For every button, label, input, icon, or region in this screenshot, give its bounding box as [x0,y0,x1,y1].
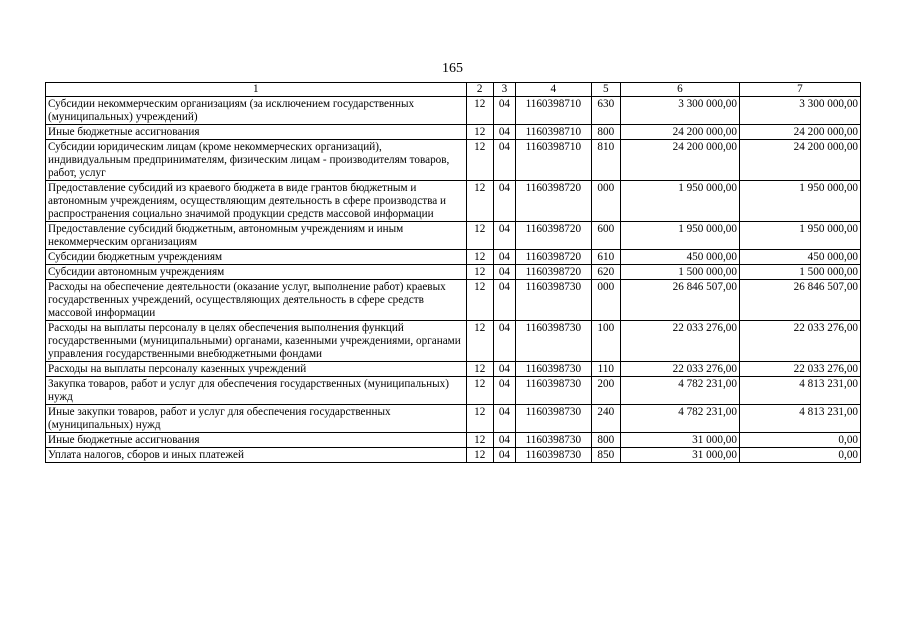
row-target-code: 1160398710 [516,140,592,181]
column-header-6: 6 [620,83,739,97]
row-name: Уплата налогов, сборов и иных платежей [46,448,467,463]
row-section: 12 [466,433,493,448]
column-header-4: 4 [516,83,592,97]
row-name: Субсидии автономным учреждениям [46,265,467,280]
row-name: Субсидии некоммерческим организациям (за исключением государственных (муниципальных) учреждений) [46,97,467,125]
row-amount-col6: 4 782 231,00 [620,377,739,405]
row-subsection: 04 [493,222,515,250]
row-amount-col7: 1 950 000,00 [739,181,860,222]
row-amount-col6: 450 000,00 [620,250,739,265]
row-section: 12 [466,265,493,280]
column-header-7: 7 [739,83,860,97]
row-amount-col6: 22 033 276,00 [620,362,739,377]
table-row [46,280,861,321]
row-target-code: 1160398710 [516,97,592,125]
row-amount-col6: 26 846 507,00 [620,280,739,321]
row-subsection: 04 [493,97,515,125]
row-name: Предоставление субсидий бюджетным, автономным учреждениям и иным некоммерческим организациям [46,222,467,250]
table-row [46,250,861,265]
row-name: Расходы на выплаты персоналу в целях обеспечения выполнения функций государственными (муниципальными) органами, казенными учреждениями, органами управления государственными внебюджетными фондами [46,321,467,362]
row-subsection: 04 [493,250,515,265]
row-subsection: 04 [493,433,515,448]
row-amount-col6: 3 300 000,00 [620,97,739,125]
row-target-code: 1160398730 [516,280,592,321]
budget-table [45,82,861,463]
row-target-code: 1160398720 [516,265,592,280]
table-row [46,140,861,181]
row-subsection: 04 [493,321,515,362]
column-header-2: 2 [466,83,493,97]
row-section: 12 [466,405,493,433]
page-number: 165 [442,61,463,76]
row-section: 12 [466,280,493,321]
row-section: 12 [466,362,493,377]
row-name: Субсидии юридическим лицам (кроме некоммерческих организаций), индивидуальным предпринимателям, физическим лицам - производителям товаров, работ, услуг [46,140,467,181]
row-expense-type: 600 [591,222,620,250]
table-row [46,265,861,280]
row-amount-col6: 24 200 000,00 [620,140,739,181]
row-section: 12 [466,125,493,140]
row-subsection: 04 [493,362,515,377]
row-amount-col7: 0,00 [739,448,860,463]
table-row [46,405,861,433]
row-target-code: 1160398730 [516,433,592,448]
row-name: Предоставление субсидий из краевого бюджета в виде грантов бюджетным и автономным учреждениям, осуществляющим деятельность в сфере производства и распространения социально значимой продукции средств массовой информации [46,181,467,222]
row-amount-col7: 3 300 000,00 [739,97,860,125]
row-amount-col7: 24 200 000,00 [739,140,860,181]
row-amount-col6: 24 200 000,00 [620,125,739,140]
row-amount-col7: 26 846 507,00 [739,280,860,321]
row-section: 12 [466,448,493,463]
column-header-1: 1 [46,83,467,97]
table-row [46,377,861,405]
row-amount-col7: 4 813 231,00 [739,377,860,405]
row-section: 12 [466,250,493,265]
row-expense-type: 100 [591,321,620,362]
row-name: Субсидии бюджетным учреждениям [46,250,467,265]
row-subsection: 04 [493,405,515,433]
row-expense-type: 000 [591,280,620,321]
row-name: Иные бюджетные ассигнования [46,433,467,448]
table-row [46,362,861,377]
row-subsection: 04 [493,125,515,140]
row-section: 12 [466,181,493,222]
row-amount-col6: 22 033 276,00 [620,321,739,362]
row-target-code: 1160398720 [516,222,592,250]
row-target-code: 1160398720 [516,250,592,265]
row-expense-type: 630 [591,97,620,125]
row-name: Иные закупки товаров, работ и услуг для обеспечения государственных (муниципальных) нужд [46,405,467,433]
row-target-code: 1160398720 [516,181,592,222]
row-subsection: 04 [493,265,515,280]
row-name: Расходы на обеспечение деятельности (оказание услуг, выполнение работ) краевых государственных учреждений, осуществляющих деятельность в сфере средств массовой информации [46,280,467,321]
row-amount-col7: 1 500 000,00 [739,265,860,280]
row-subsection: 04 [493,280,515,321]
row-target-code: 1160398730 [516,448,592,463]
row-target-code: 1160398730 [516,362,592,377]
column-header-3: 3 [493,83,515,97]
row-expense-type: 240 [591,405,620,433]
row-amount-col6: 1 950 000,00 [620,222,739,250]
row-amount-col6: 31 000,00 [620,448,739,463]
row-amount-col7: 4 813 231,00 [739,405,860,433]
table-row [46,181,861,222]
row-target-code: 1160398730 [516,405,592,433]
row-section: 12 [466,377,493,405]
table-row [46,321,861,362]
row-section: 12 [466,97,493,125]
row-expense-type: 810 [591,140,620,181]
row-section: 12 [466,321,493,362]
row-subsection: 04 [493,448,515,463]
row-amount-col7: 24 200 000,00 [739,125,860,140]
row-amount-col7: 0,00 [739,433,860,448]
row-subsection: 04 [493,140,515,181]
table-row [46,448,861,463]
row-amount-col6: 1 500 000,00 [620,265,739,280]
row-name: Иные бюджетные ассигнования [46,125,467,140]
row-expense-type: 000 [591,181,620,222]
column-header-5: 5 [591,83,620,97]
table-row [46,222,861,250]
row-expense-type: 620 [591,265,620,280]
table-row [46,433,861,448]
row-name: Закупка товаров, работ и услуг для обеспечения государственных (муниципальных) нужд [46,377,467,405]
row-amount-col7: 22 033 276,00 [739,321,860,362]
table-header-row [46,83,861,97]
row-target-code: 1160398730 [516,377,592,405]
row-expense-type: 850 [591,448,620,463]
row-amount-col6: 31 000,00 [620,433,739,448]
row-amount-col6: 1 950 000,00 [620,181,739,222]
row-expense-type: 800 [591,125,620,140]
row-expense-type: 610 [591,250,620,265]
row-subsection: 04 [493,181,515,222]
row-subsection: 04 [493,377,515,405]
row-expense-type: 800 [591,433,620,448]
row-section: 12 [466,222,493,250]
table-row [46,97,861,125]
row-expense-type: 110 [591,362,620,377]
table-row [46,125,861,140]
row-amount-col7: 1 950 000,00 [739,222,860,250]
row-target-code: 1160398710 [516,125,592,140]
row-expense-type: 200 [591,377,620,405]
row-amount-col7: 450 000,00 [739,250,860,265]
row-amount-col7: 22 033 276,00 [739,362,860,377]
row-amount-col6: 4 782 231,00 [620,405,739,433]
row-name: Расходы на выплаты персоналу казенных учреждений [46,362,467,377]
row-section: 12 [466,140,493,181]
row-target-code: 1160398730 [516,321,592,362]
